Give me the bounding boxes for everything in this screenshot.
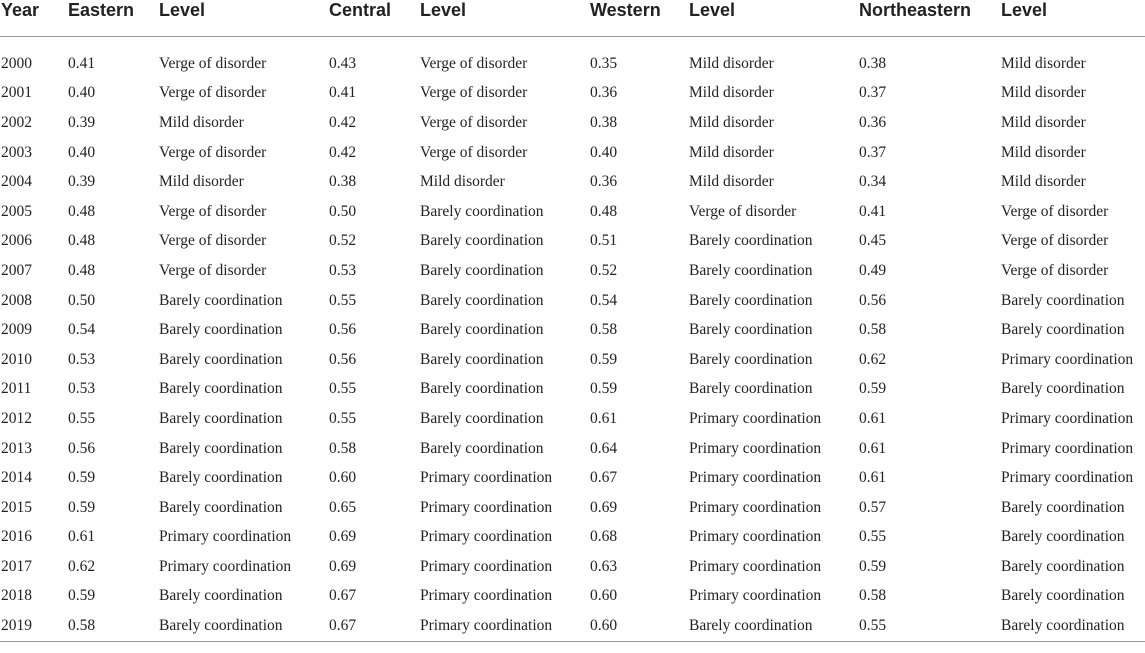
cell-central-value: 0.56 bbox=[329, 321, 357, 339]
cell-northeastern-level: Mild disorder bbox=[1001, 173, 1086, 191]
cell-eastern-value: 0.55 bbox=[68, 409, 96, 427]
cell-year: 2010 bbox=[1, 350, 32, 368]
cell-eastern-value: 0.58 bbox=[67, 611, 158, 641]
cell-northeastern-level: Mild disorder bbox=[1001, 54, 1086, 72]
cell-eastern-value: 0.54 bbox=[68, 321, 96, 339]
cell-western-level: Mild disorder bbox=[689, 54, 774, 72]
cell-western-level: Primary coordination bbox=[689, 439, 822, 457]
header-eastern-level: Level bbox=[158, 0, 328, 37]
cell-western-level: Primary coordination bbox=[689, 557, 822, 575]
cell-year: 2009 bbox=[1, 321, 32, 339]
cell-eastern-value: 0.59 bbox=[68, 469, 96, 487]
cell-eastern-level: Primary coordination bbox=[159, 528, 292, 546]
cell-western-value: 0.67 bbox=[590, 469, 618, 487]
cell-central-level: Barely coordination bbox=[420, 439, 544, 457]
table-header bbox=[0, 0, 1145, 37]
cell-year: 2005 bbox=[1, 202, 32, 220]
cell-eastern-level: Barely coordination bbox=[159, 380, 283, 398]
cell-northeastern-level: Mild disorder bbox=[1001, 143, 1086, 161]
cell-eastern-value: 0.59 bbox=[68, 587, 96, 605]
cell-western-level: Barely coordination bbox=[689, 291, 813, 309]
table-row bbox=[0, 493, 1145, 523]
cell-western-level: Primary coordination bbox=[689, 528, 822, 546]
cell-eastern-value: 0.59 bbox=[68, 498, 96, 516]
cell-western-level: Mild disorder bbox=[689, 113, 774, 131]
cell-northeastern-value: 0.57 bbox=[859, 498, 887, 516]
cell-central-level: Barely coordination bbox=[420, 232, 544, 250]
cell-eastern-level: Barely coordination bbox=[159, 439, 283, 457]
cell-central-level: Verge of disorder bbox=[420, 113, 528, 131]
cell-northeastern-level: Barely coordination bbox=[1001, 498, 1125, 516]
cell-year: 2004 bbox=[1, 173, 32, 191]
table-row bbox=[0, 523, 1145, 553]
cell-eastern-level: Verge of disorder bbox=[159, 54, 267, 72]
cell-eastern-value: 0.53 bbox=[68, 350, 96, 368]
cell-year: 2018 bbox=[1, 587, 32, 605]
cell-western-value: 0.64 bbox=[590, 439, 618, 457]
cell-eastern-level: Barely coordination bbox=[159, 350, 283, 368]
cell-northeastern-level: Barely coordination bbox=[1001, 321, 1125, 339]
cell-central-level: Primary coordination bbox=[420, 498, 553, 516]
table-row bbox=[0, 552, 1145, 582]
cell-year: 2006 bbox=[1, 232, 32, 250]
cell-northeastern-level: Primary coordination bbox=[1001, 469, 1134, 487]
cell-northeastern-value: 0.37 bbox=[859, 84, 887, 102]
cell-year: 2001 bbox=[1, 84, 32, 102]
cell-central-level: Primary coordination bbox=[419, 611, 589, 641]
header-central-level: Level bbox=[419, 0, 589, 37]
cell-eastern-value: 0.48 bbox=[68, 261, 96, 279]
header-western-level: Level bbox=[688, 0, 858, 37]
cell-central-level: Verge of disorder bbox=[420, 143, 528, 161]
cell-western-level: Barely coordination bbox=[689, 232, 813, 250]
cell-central-level: Verge of disorder bbox=[420, 84, 528, 102]
table-row bbox=[0, 79, 1145, 109]
cell-northeastern-level: Primary coordination bbox=[1001, 439, 1134, 457]
cell-western-value: 0.35 bbox=[590, 54, 618, 72]
cell-western-value: 0.36 bbox=[590, 84, 618, 102]
header-row bbox=[0, 0, 1145, 37]
cell-eastern-level: Barely coordination bbox=[159, 291, 283, 309]
cell-western-value: 0.63 bbox=[590, 557, 618, 575]
cell-eastern-value: 0.48 bbox=[68, 232, 96, 250]
cell-northeastern-level: Verge of disorder bbox=[1001, 261, 1109, 279]
header-northeastern-level: Level bbox=[1000, 0, 1145, 37]
cell-central-value: 0.50 bbox=[329, 202, 357, 220]
cell-northeastern-value: 0.38 bbox=[859, 54, 887, 72]
cell-eastern-value: 0.62 bbox=[68, 557, 96, 575]
cell-central-level: Barely coordination bbox=[420, 291, 544, 309]
cell-central-value: 0.41 bbox=[329, 84, 357, 102]
cell-central-value: 0.60 bbox=[329, 469, 357, 487]
cell-western-level: Mild disorder bbox=[689, 84, 774, 102]
cell-northeastern-level: Mild disorder bbox=[1001, 113, 1086, 131]
cell-year: 2003 bbox=[1, 143, 32, 161]
cell-year: 2019 bbox=[0, 611, 67, 641]
cell-eastern-value: 0.40 bbox=[68, 143, 96, 161]
cell-eastern-value: 0.61 bbox=[68, 528, 96, 546]
cell-western-value: 0.61 bbox=[590, 409, 618, 427]
cell-central-value: 0.42 bbox=[329, 113, 357, 131]
cell-central-level: Barely coordination bbox=[420, 350, 544, 368]
cell-northeastern-value: 0.56 bbox=[859, 291, 887, 309]
cell-western-level: Barely coordination bbox=[689, 261, 813, 279]
cell-western-value: 0.40 bbox=[590, 143, 618, 161]
cell-western-value: 0.69 bbox=[590, 498, 618, 516]
cell-central-value: 0.56 bbox=[329, 350, 357, 368]
cell-western-value: 0.58 bbox=[590, 321, 618, 339]
cell-eastern-value: 0.39 bbox=[68, 173, 96, 191]
cell-northeastern-value: 0.55 bbox=[858, 611, 1000, 641]
cell-northeastern-level: Primary coordination bbox=[1001, 350, 1134, 368]
cell-year: 2008 bbox=[1, 291, 32, 309]
cell-western-level: Primary coordination bbox=[689, 409, 822, 427]
header-spacer-row bbox=[0, 37, 1145, 50]
cell-eastern-level: Verge of disorder bbox=[159, 143, 267, 161]
header-northeastern: Northeastern bbox=[858, 0, 1000, 37]
cell-central-value: 0.55 bbox=[329, 380, 357, 398]
cell-eastern-level: Primary coordination bbox=[159, 557, 292, 575]
cell-eastern-level: Verge of disorder bbox=[159, 232, 267, 250]
cell-western-level: Primary coordination bbox=[689, 587, 822, 605]
cell-central-value: 0.58 bbox=[329, 439, 357, 457]
cell-eastern-level: Barely coordination bbox=[159, 409, 283, 427]
table-row bbox=[0, 345, 1145, 375]
cell-central-value: 0.65 bbox=[329, 498, 357, 516]
cell-western-value: 0.60 bbox=[590, 587, 618, 605]
header-western: Western bbox=[589, 0, 688, 37]
table-row bbox=[0, 197, 1145, 227]
table-row bbox=[0, 434, 1145, 464]
cell-eastern-level: Barely coordination bbox=[158, 611, 328, 641]
cell-central-level: Barely coordination bbox=[420, 380, 544, 398]
cell-year: 2013 bbox=[1, 439, 32, 457]
cell-northeastern-value: 0.58 bbox=[859, 321, 887, 339]
cell-western-value: 0.52 bbox=[590, 261, 618, 279]
cell-northeastern-level: Verge of disorder bbox=[1001, 202, 1109, 220]
cell-central-value: 0.55 bbox=[329, 291, 357, 309]
table-body bbox=[0, 37, 1145, 642]
cell-northeastern-level: Barely coordination bbox=[1000, 611, 1145, 641]
cell-northeastern-level: Barely coordination bbox=[1001, 291, 1125, 309]
header-central: Central bbox=[328, 0, 419, 37]
cell-central-value: 0.69 bbox=[329, 557, 357, 575]
cell-northeastern-level: Barely coordination bbox=[1001, 528, 1125, 546]
table-row bbox=[0, 167, 1145, 197]
cell-year: 2002 bbox=[1, 113, 32, 131]
cell-northeastern-value: 0.41 bbox=[859, 202, 887, 220]
cell-northeastern-value: 0.55 bbox=[859, 528, 887, 546]
cell-central-level: Barely coordination bbox=[420, 409, 544, 427]
cell-northeastern-value: 0.37 bbox=[859, 143, 887, 161]
table-row bbox=[0, 611, 1145, 641]
cell-western-value: 0.48 bbox=[590, 202, 618, 220]
cell-central-value: 0.53 bbox=[329, 261, 357, 279]
cell-northeastern-value: 0.58 bbox=[859, 587, 887, 605]
table-row bbox=[0, 286, 1145, 316]
cell-northeastern-level: Barely coordination bbox=[1001, 380, 1125, 398]
cell-eastern-value: 0.41 bbox=[68, 54, 96, 72]
cell-eastern-value: 0.53 bbox=[68, 380, 96, 398]
cell-central-level: Mild disorder bbox=[420, 173, 505, 191]
table-row bbox=[0, 138, 1145, 168]
cell-northeastern-value: 0.45 bbox=[859, 232, 887, 250]
table-row bbox=[0, 463, 1145, 493]
cell-northeastern-value: 0.61 bbox=[859, 439, 887, 457]
cell-western-level: Verge of disorder bbox=[689, 202, 797, 220]
header-year: Year bbox=[0, 0, 67, 37]
cell-central-level: Barely coordination bbox=[420, 321, 544, 339]
cell-central-level: Primary coordination bbox=[420, 587, 553, 605]
cell-year: 2015 bbox=[1, 498, 32, 516]
cell-year: 2011 bbox=[1, 380, 32, 398]
cell-northeastern-level: Verge of disorder bbox=[1001, 232, 1109, 250]
cell-eastern-level: Verge of disorder bbox=[159, 84, 267, 102]
cell-northeastern-value: 0.49 bbox=[859, 261, 887, 279]
cell-western-level: Primary coordination bbox=[689, 469, 822, 487]
cell-eastern-level: Mild disorder bbox=[159, 173, 244, 191]
header-eastern: Eastern bbox=[67, 0, 158, 37]
cell-year: 2007 bbox=[1, 261, 32, 279]
table-row bbox=[0, 227, 1145, 257]
table-row bbox=[0, 49, 1145, 79]
cell-central-value: 0.38 bbox=[329, 173, 357, 191]
cell-year: 2016 bbox=[1, 528, 32, 546]
cell-eastern-level: Verge of disorder bbox=[159, 261, 267, 279]
cell-western-level: Barely coordination bbox=[689, 321, 813, 339]
cell-central-value: 0.43 bbox=[329, 54, 357, 72]
cell-western-value: 0.38 bbox=[590, 113, 618, 131]
cell-eastern-level: Verge of disorder bbox=[159, 202, 267, 220]
cell-western-level: Mild disorder bbox=[689, 143, 774, 161]
cell-northeastern-value: 0.59 bbox=[859, 380, 887, 398]
cell-central-value: 0.67 bbox=[329, 587, 357, 605]
cell-western-level: Primary coordination bbox=[689, 498, 822, 516]
cell-western-value: 0.68 bbox=[590, 528, 618, 546]
cell-central-value: 0.69 bbox=[329, 528, 357, 546]
cell-central-level: Barely coordination bbox=[420, 261, 544, 279]
cell-central-level: Primary coordination bbox=[420, 469, 553, 487]
cell-western-level: Barely coordination bbox=[689, 380, 813, 398]
cell-central-value: 0.67 bbox=[328, 611, 419, 641]
cell-eastern-value: 0.48 bbox=[68, 202, 96, 220]
cell-eastern-level: Barely coordination bbox=[159, 469, 283, 487]
table-row bbox=[0, 108, 1145, 138]
cell-western-value: 0.60 bbox=[589, 611, 688, 641]
cell-northeastern-value: 0.61 bbox=[859, 469, 887, 487]
cell-western-level: Barely coordination bbox=[689, 350, 813, 368]
cell-central-value: 0.42 bbox=[329, 143, 357, 161]
cell-central-value: 0.55 bbox=[329, 409, 357, 427]
cell-eastern-value: 0.56 bbox=[68, 439, 96, 457]
cell-year: 2014 bbox=[1, 469, 32, 487]
cell-eastern-level: Barely coordination bbox=[159, 321, 283, 339]
cell-northeastern-level: Primary coordination bbox=[1001, 409, 1134, 427]
cell-northeastern-value: 0.59 bbox=[859, 557, 887, 575]
cell-central-value: 0.52 bbox=[329, 232, 357, 250]
cell-northeastern-value: 0.34 bbox=[859, 173, 887, 191]
cell-northeastern-level: Barely coordination bbox=[1001, 587, 1125, 605]
cell-western-value: 0.54 bbox=[590, 291, 618, 309]
cell-northeastern-value: 0.62 bbox=[859, 350, 887, 368]
cell-year: 2017 bbox=[1, 557, 32, 575]
cell-eastern-value: 0.50 bbox=[68, 291, 96, 309]
cell-year: 2012 bbox=[1, 409, 32, 427]
cell-western-level: Barely coordination bbox=[688, 611, 858, 641]
cell-central-level: Verge of disorder bbox=[420, 54, 528, 72]
cell-western-value: 0.51 bbox=[590, 232, 618, 250]
cell-northeastern-level: Mild disorder bbox=[1001, 84, 1086, 102]
table-row bbox=[0, 315, 1145, 345]
cell-western-value: 0.59 bbox=[590, 380, 618, 398]
cell-western-level: Mild disorder bbox=[689, 173, 774, 191]
cell-northeastern-value: 0.61 bbox=[859, 409, 887, 427]
table-row bbox=[0, 582, 1145, 612]
table-row bbox=[0, 404, 1145, 434]
cell-eastern-level: Mild disorder bbox=[159, 113, 244, 131]
cell-central-level: Primary coordination bbox=[420, 528, 553, 546]
cell-eastern-value: 0.40 bbox=[68, 84, 96, 102]
cell-central-level: Primary coordination bbox=[420, 557, 553, 575]
cell-eastern-level: Barely coordination bbox=[159, 498, 283, 516]
cell-northeastern-value: 0.36 bbox=[859, 113, 887, 131]
cell-eastern-level: Barely coordination bbox=[159, 587, 283, 605]
table-row bbox=[0, 256, 1145, 286]
cell-western-value: 0.36 bbox=[590, 173, 618, 191]
table-row bbox=[0, 375, 1145, 405]
cell-eastern-value: 0.39 bbox=[68, 113, 96, 131]
cell-year: 2000 bbox=[1, 54, 32, 72]
cell-western-value: 0.59 bbox=[590, 350, 618, 368]
cell-central-level: Barely coordination bbox=[420, 202, 544, 220]
cell-northeastern-level: Barely coordination bbox=[1001, 557, 1125, 575]
